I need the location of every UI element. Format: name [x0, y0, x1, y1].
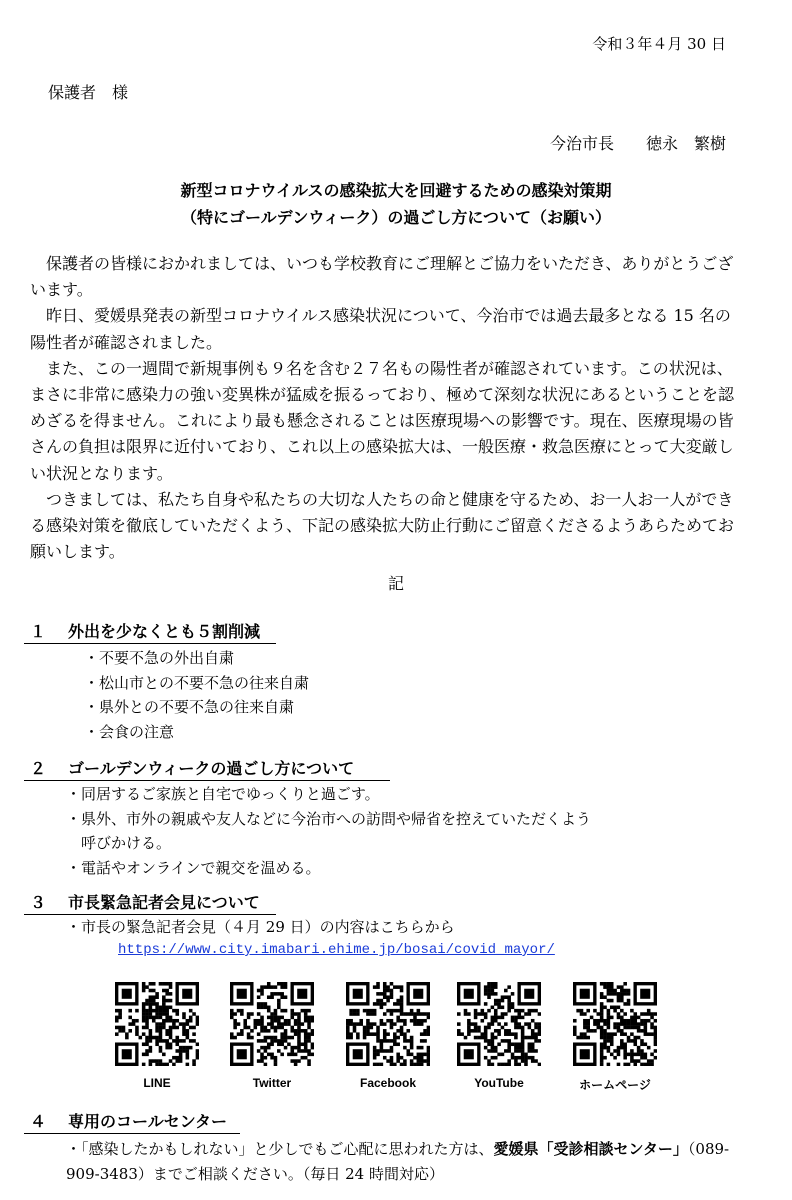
section-2-heading: [30, 757, 354, 781]
qr-label: YouTube: [474, 1076, 524, 1090]
section-3-heading: [30, 891, 260, 915]
list-item: 呼びかける。: [66, 834, 172, 852]
list-item: ・県外との不要不急の往来自粛: [84, 698, 295, 716]
list-item: ・電話やオンラインで親交を温める。: [66, 858, 321, 877]
section-number: ４: [30, 1112, 47, 1131]
qr-label: ホームページ: [579, 1078, 651, 1092]
ki-marker: 記: [387, 574, 404, 593]
qr-code-icon: [230, 982, 314, 1066]
call-center-text: [66, 1137, 756, 1187]
body-paragraph: また、この一週間で新規事例も９名を含む２７名もの陽性者が確認されています。この状況は、まさに非常に感染力の強い変異株が猛威を振るっており、極めて深刻な状況にあるということを認めざるを得ません。これにより最も懸念されることは医療現場への影響です。現在、医療現場の皆さんの負担は限界に近付いており、これ以上の感染拡大は、一般医療・救急医療にとって大変厳しい状況となります。: [30, 358, 735, 483]
section-title: 専用のコールセンター: [68, 1112, 228, 1131]
list-item: ・松山市との不要不急の往来自粛: [84, 673, 310, 692]
section-4-underline: [24, 1133, 240, 1134]
section-1-list: [84, 646, 309, 744]
section-3-item: ・市長の緊急記者会見（４月 29 日）の内容はこちらから: [66, 918, 455, 936]
section-title: 外出を少なくとも５割削減: [68, 622, 261, 641]
sender: 今治市長 徳永 繁樹: [549, 134, 726, 153]
section-2-underline: [24, 780, 390, 781]
body-paragraph: つきましては、私たち自身や私たちの大切な人たちの命と健康を守るため、お一人お一人ができる感染対策を徹底していただくよう、下記の感染拡大防止行動にご留意くださるようあらためてお願いします。: [30, 489, 735, 562]
section-title: ゴールデンウィークの過ごし方について: [68, 759, 355, 778]
section-title: 市長緊急記者会見について: [68, 893, 260, 912]
call-center-prefix: ・「感染したかもしれない」と少しでもご心配に思われた方は、: [66, 1140, 494, 1158]
section-1-underline: [24, 643, 276, 644]
document-title: [0, 177, 792, 231]
section-number: １: [30, 622, 47, 641]
call-center-suffix: （089-909-3483）までご相談ください。（毎日 24 時間対応）: [66, 1140, 730, 1183]
qr-code-icon: [346, 982, 430, 1066]
section-2-list: [66, 782, 591, 880]
qr-label: Facebook: [359, 1076, 416, 1090]
section-1-heading: [30, 620, 260, 644]
body-paragraph: 昨日、愛媛県発表の新型コロナウイルス感染状況について、今治市では過去最多となる 15 名の陽性者が確認されました。: [30, 306, 731, 352]
section-4-heading: [30, 1110, 227, 1134]
qr-line[interactable]: [114, 982, 200, 1090]
recipient: 保護者 様: [48, 83, 129, 102]
body-text: [30, 251, 742, 565]
title-line-1: 新型コロナウイルスの感染拡大を回避するための感染対策期: [180, 181, 612, 200]
section-number: ３: [30, 893, 47, 912]
qr-homepage[interactable]: [572, 982, 658, 1093]
qr-label: Twitter: [252, 1076, 292, 1090]
list-item: ・不要不急の外出自粛: [84, 649, 235, 667]
qr-twitter[interactable]: [229, 982, 315, 1090]
title-line-2: （特にゴールデンウィーク）の過ごし方について（お願い）: [180, 208, 612, 227]
list-item: ・県外、市外の親戚や友人などに今治市への訪問や帰省を控えていただくよう: [66, 809, 592, 828]
press-conference-link[interactable]: https://www.city.imabari.ehime.jp/bosai/covid_mayor/: [118, 942, 555, 958]
document-date: 令和３年４月 30 日: [592, 35, 726, 53]
list-item: ・会食の注意: [84, 722, 175, 741]
qr-code-icon: [573, 982, 657, 1066]
qr-code-icon: [115, 982, 199, 1066]
call-center-name: 愛媛県「受診相談センター」: [493, 1140, 688, 1158]
qr-facebook[interactable]: [345, 982, 431, 1090]
section-number: ２: [30, 759, 47, 778]
body-paragraph: 保護者の皆様におかれましては、いつも学校教育にご理解とご協力をいただき、ありがとうございます。: [30, 254, 734, 300]
qr-code-icon: [457, 982, 541, 1066]
qr-label: LINE: [143, 1076, 171, 1090]
qr-youtube[interactable]: [456, 982, 542, 1090]
list-item: ・同居するご家族と自宅でゆっくりと過ごす。: [66, 785, 380, 803]
